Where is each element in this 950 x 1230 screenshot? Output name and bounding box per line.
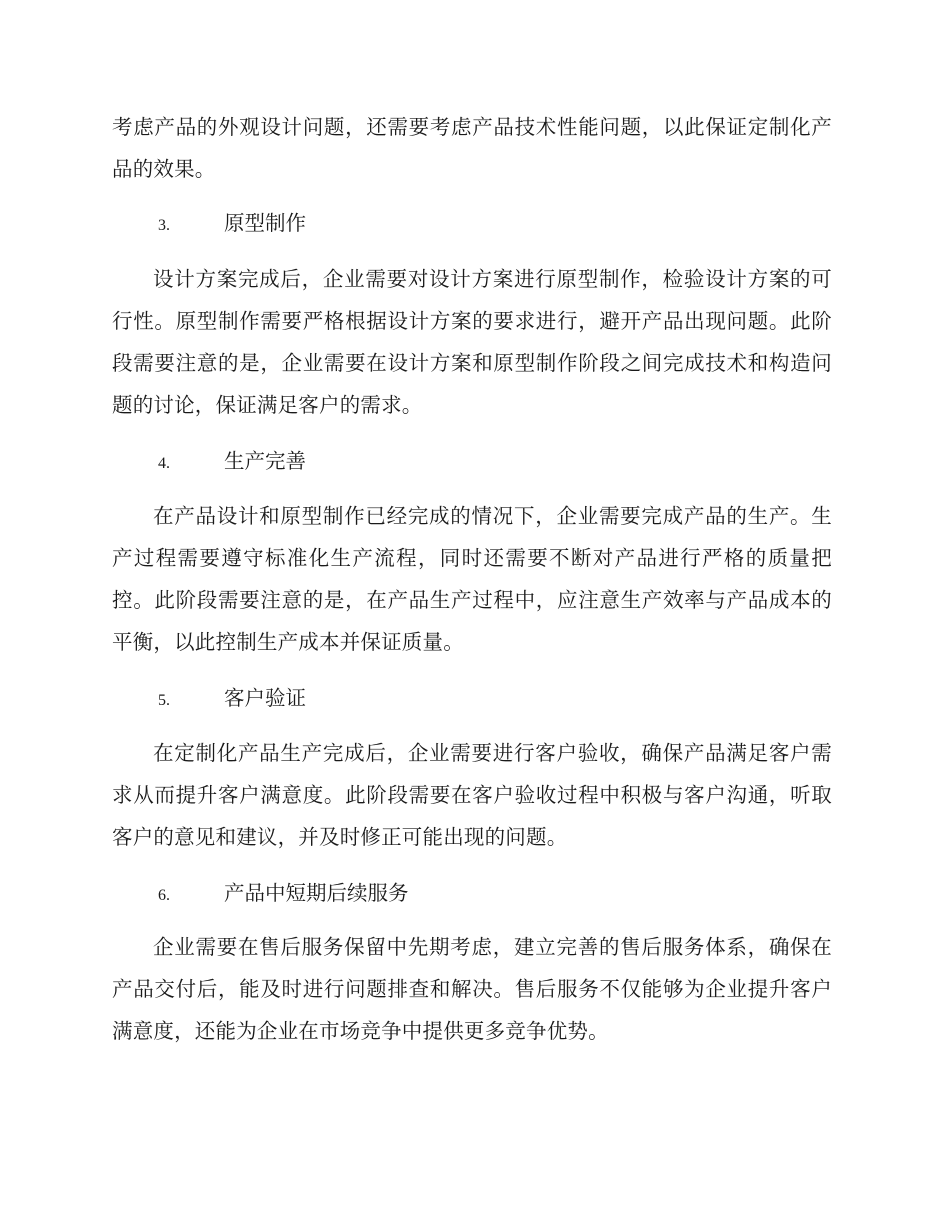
section-number: 5. [158, 692, 170, 709]
section-number: 3. [158, 217, 170, 234]
continuation-paragraph: 考虑产品的外观设计问题，还需要考虑产品技术性能问题，以此保证定制化产品的效果。 [112, 115, 832, 181]
section-title: 原型制作 [224, 211, 306, 235]
section-heading-3 [158, 202, 306, 244]
section-body-3: 设计方案完成后，企业需要对设计方案进行原型制作，检验设计方案的可行性。原型制作需要严格根据设计方案的要求进行，避开产品出现问题。此阶段需要注意的是，企业需要在设计方案和原型制作阶段之间完成技术和构造问题的讨论，保证满足客户的需求。 [112, 267, 832, 417]
section-title: 产品中短期后续服务 [224, 881, 409, 905]
section-body-5: 在定制化产品生产完成后，企业需要进行客户验收，确保产品满足客户需求从而提升客户满意度。此阶段需要在客户验收过程中积极与客户沟通，听取客户的意见和建议，并及时修正可能出现的问题。 [112, 741, 832, 849]
section-body-6: 企业需要在售后服务保留中先期考虑，建立完善的售后服务体系，确保在产品交付后，能及时进行问题排查和解决。售后服务不仅能够为企业提升客户满意度，还能为企业在市场竞争中提供更多竞争优势。 [112, 935, 832, 1043]
section-heading-4 [158, 440, 306, 482]
section-heading-5 [158, 677, 306, 719]
section-body-4: 在产品设计和原型制作已经完成的情况下，企业需要完成产品的生产。生产过程需要遵守标准化生产流程，同时还需要不断对产品进行严格的质量把控。此阶段需要注意的是，在产品生产过程中，应注意生产效率与产品成本的平衡，以此控制生产成本并保证质量。 [112, 504, 832, 654]
section-number: 4. [158, 455, 170, 472]
section-number: 6. [158, 887, 170, 904]
section-title: 生产完善 [224, 449, 306, 473]
section-heading-6 [158, 872, 409, 914]
section-title: 客户验证 [224, 686, 306, 710]
